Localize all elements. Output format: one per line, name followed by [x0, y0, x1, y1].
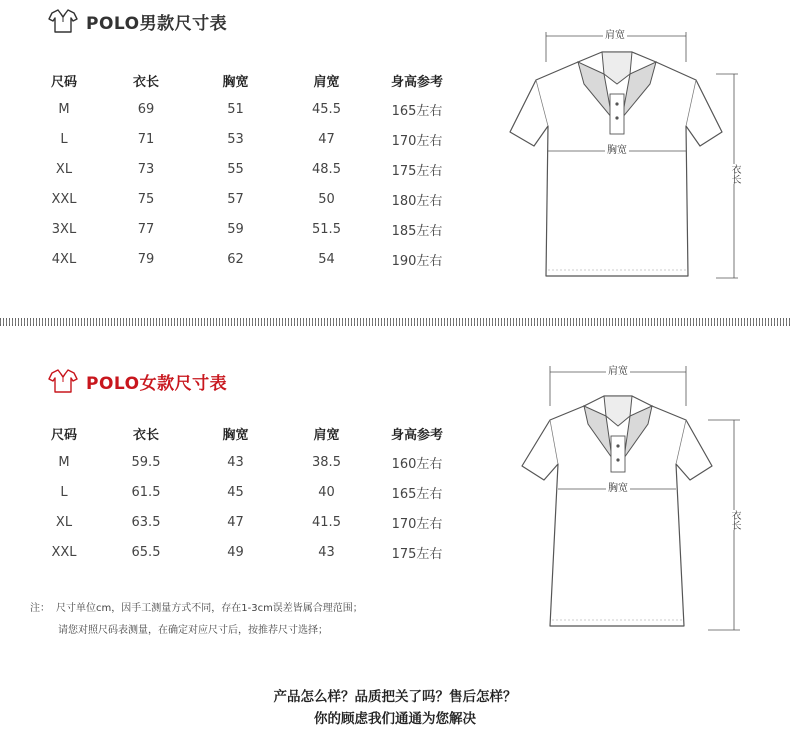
table-row	[26, 124, 462, 154]
measurement-note	[30, 598, 363, 642]
footer-line-1: 产品怎么样？品质把关了吗？售后怎样？	[273, 689, 517, 705]
header-height: 身高参考	[390, 428, 443, 443]
header-length: 衣长	[132, 75, 159, 90]
cell-size: XL	[55, 514, 73, 530]
polo-shirt-icon	[48, 368, 78, 394]
cell-chest: 49	[227, 544, 244, 560]
table-row	[26, 244, 462, 274]
table-row	[26, 214, 462, 244]
cell-length: 75	[137, 191, 155, 207]
cell-height: 180左右	[391, 193, 443, 209]
women-size-table	[26, 420, 462, 567]
cell-height: 165左右	[391, 103, 443, 119]
footer-line-2: 你的顾虑我们通通为您解决	[314, 711, 476, 727]
men-shirt-illustration	[500, 14, 760, 294]
cell-length: 61.5	[131, 484, 161, 500]
cell-length: 77	[137, 221, 155, 237]
note-line-2: 请您对照尺码表测量，在确定对应尺寸后，按推荐尺寸选择；	[58, 625, 328, 636]
polo-shirt-icon	[48, 8, 78, 34]
cell-height: 185左右	[391, 223, 443, 239]
women-size-section	[0, 340, 790, 640]
cell-chest: 59	[227, 221, 244, 237]
men-size-section	[0, 0, 790, 310]
cell-shoulder: 51.5	[312, 221, 341, 237]
cell-height: 170左右	[391, 133, 443, 149]
header-height: 身高参考	[390, 75, 443, 90]
header-length: 衣长	[132, 428, 159, 443]
cell-size: XL	[55, 161, 73, 177]
divider-pattern	[0, 320, 790, 324]
header-size: 尺码	[50, 428, 77, 443]
note-text-1: 尺寸单位cm，因手工测量方式不同，存在1-3cm误差皆属合理范围；	[56, 603, 363, 614]
header-chest: 胸宽	[222, 428, 249, 443]
table-row	[26, 184, 462, 214]
cell-chest: 57	[227, 191, 244, 207]
cell-chest: 47	[227, 514, 244, 530]
cell-length: 71	[137, 131, 155, 147]
women-shirt-diagram	[500, 350, 760, 640]
cell-length: 59.5	[131, 454, 161, 470]
cell-size: 4XL	[51, 251, 77, 267]
women-size-title	[48, 368, 227, 394]
table-row	[26, 447, 462, 477]
cell-shoulder: 50	[318, 191, 335, 207]
cell-shoulder: 48.5	[312, 161, 341, 177]
cell-length: 63.5	[131, 514, 161, 530]
section-divider	[0, 318, 790, 326]
cell-length: 73	[137, 161, 155, 177]
cell-chest: 43	[227, 454, 244, 470]
footer-banner	[0, 686, 790, 730]
table-row	[26, 154, 462, 184]
men-title-text: POLO男款尺寸表	[86, 13, 228, 34]
cell-size: M	[58, 101, 70, 117]
women-title-text: POLO女款尺寸表	[86, 373, 228, 394]
header-shoulder: 肩宽	[313, 75, 340, 90]
women-chest-label: 胸宽	[608, 483, 628, 494]
cell-length: 65.5	[131, 544, 161, 560]
cell-size: XXL	[51, 544, 77, 560]
cell-height: 190左右	[391, 253, 443, 269]
note-line-1	[30, 598, 363, 620]
cell-shoulder: 40	[318, 484, 335, 500]
men-chest-label: 胸宽	[607, 145, 627, 156]
table-row	[26, 477, 462, 507]
header-shoulder: 肩宽	[313, 428, 340, 443]
cell-chest: 62	[227, 251, 244, 267]
table-row	[26, 507, 462, 537]
cell-shoulder: 41.5	[312, 514, 341, 530]
cell-shoulder: 43	[318, 544, 335, 560]
table-row	[26, 94, 462, 124]
cell-chest: 53	[227, 131, 244, 147]
men-size-table	[26, 67, 462, 274]
cell-size: L	[60, 131, 68, 147]
cell-height: 170左右	[391, 516, 443, 532]
cell-chest: 55	[227, 161, 244, 177]
cell-shoulder: 45.5	[312, 101, 341, 117]
cell-length: 79	[137, 251, 155, 267]
women-shoulder-label: 肩宽	[608, 366, 628, 377]
header-size: 尺码	[50, 75, 77, 90]
cell-size: XXL	[51, 191, 77, 207]
cell-chest: 45	[227, 484, 244, 500]
cell-shoulder: 47	[318, 131, 335, 147]
header-chest: 胸宽	[222, 75, 249, 90]
women-length-label: 衣长	[726, 510, 742, 530]
cell-size: M	[58, 454, 70, 470]
cell-height: 165左右	[391, 486, 443, 502]
women-shirt-illustration	[500, 350, 760, 640]
cell-height: 160左右	[391, 456, 443, 472]
cell-shoulder: 54	[318, 251, 335, 267]
table-header-row	[26, 420, 462, 447]
cell-height: 175左右	[391, 163, 443, 179]
men-length-label: 衣长	[726, 164, 742, 184]
men-size-title	[48, 8, 227, 34]
cell-height: 175左右	[391, 546, 443, 562]
cell-size: 3XL	[51, 221, 77, 237]
men-shirt-diagram	[500, 14, 760, 294]
cell-length: 69	[137, 101, 155, 117]
table-row	[26, 537, 462, 567]
cell-shoulder: 38.5	[312, 454, 341, 470]
note-label: 注：	[30, 603, 50, 614]
cell-size: L	[60, 484, 68, 500]
table-header-row	[26, 67, 462, 94]
cell-chest: 51	[227, 101, 244, 117]
men-shoulder-label: 肩宽	[605, 30, 625, 41]
